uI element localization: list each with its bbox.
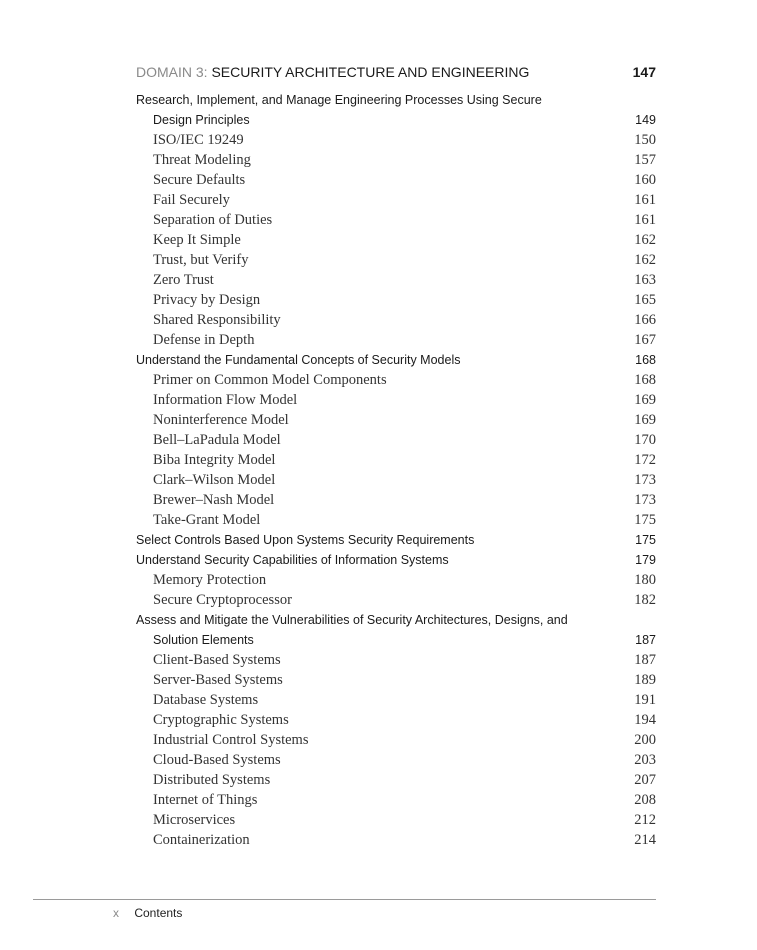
toc-entry-page: 187	[634, 652, 656, 668]
toc-entry-page: 182	[634, 592, 656, 608]
toc-entry-title: Industrial Control Systems	[153, 732, 309, 748]
toc-entry-page: 161	[634, 192, 656, 208]
footer-page-number: x	[113, 906, 119, 920]
toc-subentry	[153, 130, 656, 150]
toc-subentry	[153, 290, 656, 310]
toc-subentry	[153, 250, 656, 270]
toc-entry-page: 165	[634, 292, 656, 308]
toc-entry-title: Assess and Mitigate the Vulnerabilities of Security Architectures, Designs, and	[136, 613, 568, 627]
toc-entry-title: Brewer–Nash Model	[153, 492, 275, 508]
toc-entry-page: 180	[634, 572, 656, 588]
toc-entry-page: 207	[634, 772, 656, 788]
toc-subentry	[153, 570, 656, 590]
toc-entry	[136, 90, 656, 110]
toc-entry-title: Secure Cryptoprocessor	[153, 592, 292, 608]
toc-entry-page: 170	[634, 432, 656, 448]
toc-entry-page: 214	[634, 832, 656, 848]
toc-entry-page: 175	[634, 512, 656, 528]
toc-subentry	[153, 670, 656, 690]
toc-subentry	[153, 490, 656, 510]
toc-subentry	[153, 590, 656, 610]
toc-subentry	[153, 150, 656, 170]
toc-entry	[153, 630, 656, 650]
toc-entry-title: Distributed Systems	[153, 772, 271, 788]
toc-entry-title: Take-Grant Model	[153, 512, 261, 528]
toc-entry-page: 191	[634, 692, 656, 708]
toc-entry-page: 166	[634, 312, 656, 328]
toc-entry-title: Cloud-Based Systems	[153, 752, 281, 768]
toc-entry-title: Research, Implement, and Manage Engineering Processes Using Secure	[136, 93, 542, 107]
toc-entry-page: 162	[634, 252, 656, 268]
domain-label: DOMAIN 3:	[136, 64, 208, 80]
toc-subentry	[153, 390, 656, 410]
toc-entry-page: 157	[634, 152, 656, 168]
toc-entry-title: Bell–LaPadula Model	[153, 432, 281, 448]
toc-entry-page: 173	[634, 472, 656, 488]
toc-entry-title: Server-Based Systems	[153, 672, 283, 688]
toc-entry-page: 161	[634, 212, 656, 228]
toc-entry	[136, 550, 656, 570]
toc-entry-page: 169	[634, 412, 656, 428]
toc-subentry	[153, 790, 656, 810]
domain-page-number: 147	[632, 64, 656, 80]
toc-entry-page: 168	[634, 372, 656, 388]
toc-entry-title: Containerization	[153, 832, 250, 848]
toc-entry-title: Biba Integrity Model	[153, 452, 276, 468]
toc-entry-title: Understand the Fundamental Concepts of Security Models	[136, 353, 461, 367]
footer-divider	[33, 899, 656, 900]
toc-entry-page: 179	[635, 553, 656, 567]
toc-entry-title: Primer on Common Model Components	[153, 372, 387, 388]
toc-subentry	[153, 810, 656, 830]
toc-entry	[136, 530, 656, 550]
toc-entry-page: 203	[634, 752, 656, 768]
toc-entry-page: 168	[635, 353, 656, 367]
toc-entry-page: 149	[635, 113, 656, 127]
toc-entry-title: Design Principles	[153, 113, 250, 127]
toc-entry-page: 175	[635, 533, 656, 547]
toc-entry	[153, 110, 656, 130]
toc-entry-title: Information Flow Model	[153, 392, 298, 408]
toc-subentry	[153, 170, 656, 190]
toc-entry-page: 208	[634, 792, 656, 808]
toc-entry-page: 169	[634, 392, 656, 408]
toc-entry-title: Select Controls Based Upon Systems Security Requirements	[136, 533, 475, 547]
toc-subentry	[153, 470, 656, 490]
toc-entry	[136, 350, 656, 370]
toc-entry-title: Understand Security Capabilities of Information Systems	[136, 553, 449, 567]
toc-subentry	[153, 210, 656, 230]
toc-subentry	[153, 510, 656, 530]
domain-heading	[136, 64, 656, 84]
toc-entry-title: Keep It Simple	[153, 232, 241, 248]
toc-entry-title: Memory Protection	[153, 572, 267, 588]
toc-entry-page: 200	[634, 732, 656, 748]
toc-entry-title: Database Systems	[153, 692, 259, 708]
toc-entry-title: Secure Defaults	[153, 172, 246, 188]
toc-entry-title: ISO/IEC 19249	[153, 132, 244, 148]
toc-subentry	[153, 230, 656, 250]
toc-subentry	[153, 710, 656, 730]
toc-entry-page: 173	[634, 492, 656, 508]
toc-subentry	[153, 270, 656, 290]
toc-entry-title: Trust, but Verify	[153, 252, 249, 268]
toc-entry-title: Shared Responsibility	[153, 312, 281, 328]
toc-entry-title: Internet of Things	[153, 792, 258, 808]
toc-entry-title: Cryptographic Systems	[153, 712, 289, 728]
toc-subentry	[153, 370, 656, 390]
toc-entry-title: Fail Securely	[153, 192, 230, 208]
toc-entry-page: 163	[634, 272, 656, 288]
toc-subentry	[153, 190, 656, 210]
toc-entry-title: Separation of Duties	[153, 212, 273, 228]
toc-subentry	[153, 410, 656, 430]
footer-label: Contents	[134, 906, 183, 920]
toc-entry-title: Privacy by Design	[153, 292, 261, 308]
toc-subentry	[153, 690, 656, 710]
toc-entry-title: Noninterference Model	[153, 412, 289, 428]
toc-entry-page: 212	[634, 812, 656, 828]
toc-entry-page: 162	[634, 232, 656, 248]
toc-entry-title: Microservices	[153, 812, 236, 828]
toc-subentry	[153, 450, 656, 470]
toc-entry-title: Client-Based Systems	[153, 652, 281, 668]
toc-entry	[136, 610, 656, 630]
toc-entry-title: Defense in Depth	[153, 332, 255, 348]
toc-entry-page: 189	[634, 672, 656, 688]
toc-entry-page: 172	[634, 452, 656, 468]
toc-subentry	[153, 770, 656, 790]
toc-subentry	[153, 750, 656, 770]
toc-entry-page: 167	[634, 332, 656, 348]
toc-entry-page: 160	[634, 172, 656, 188]
toc-entry-title: Threat Modeling	[153, 152, 251, 168]
toc-subentry	[153, 330, 656, 350]
domain-title: SECURITY ARCHITECTURE AND ENGINEERING	[211, 64, 530, 80]
toc-subentry	[153, 310, 656, 330]
page-footer	[113, 906, 182, 922]
toc-subentry	[153, 430, 656, 450]
toc-entry-title: Solution Elements	[153, 633, 254, 647]
toc-entry-page: 194	[634, 712, 656, 728]
toc-subentry	[153, 730, 656, 750]
toc-entry-title: Clark–Wilson Model	[153, 472, 276, 488]
toc-entry-page: 187	[635, 633, 656, 647]
toc-subentry	[153, 830, 656, 850]
toc-subentry	[153, 650, 656, 670]
toc-entry-page: 150	[634, 132, 656, 148]
toc-entry-title: Zero Trust	[153, 272, 214, 288]
